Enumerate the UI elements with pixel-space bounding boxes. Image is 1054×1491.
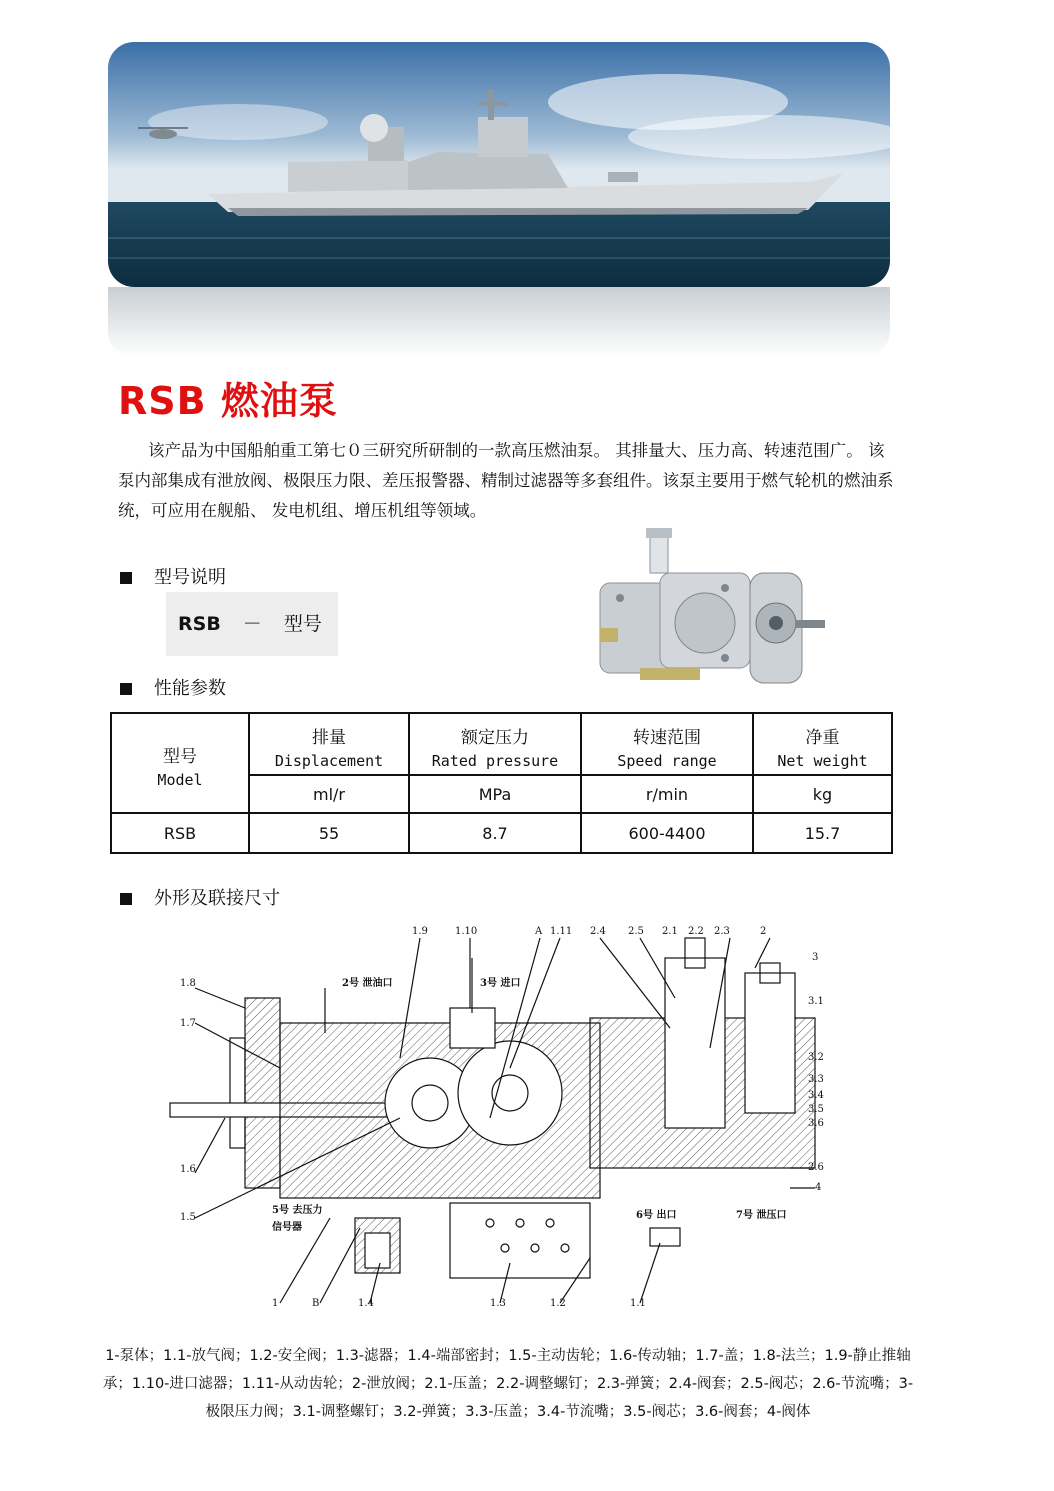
- cross-section-drawing: [150, 918, 840, 1313]
- square-bullet-icon: [120, 683, 132, 695]
- page-title: RSB 燃油泵: [118, 379, 338, 423]
- svg-text:1: 1: [272, 1298, 279, 1309]
- svg-text:2号 泄油口: 2号 泄油口: [342, 978, 393, 989]
- section-performance: [120, 674, 226, 700]
- svg-text:1.1: 1.1: [630, 1298, 646, 1309]
- svg-text:1.8: 1.8: [180, 978, 196, 989]
- value-cell: 55: [249, 813, 409, 853]
- drawing-legend: 1-泵体；1.1-放气阀；1.2-安全阀；1.3-滤器；1.4-端部密封；1.5-主动齿轮；1.6-传动轴；1.7-盖；1.8-法兰；1.9-静止推轴承；1.10-进口滤器；1.11-从动齿轮；2-泄放阀；2.1-压盖；2.2-调整螺钉；2.3-弹簧；2.4-阀套；2.5-阀芯；2.6-节流嘴；3-极限压力阀；3.1-调整螺钉；3.2-弹簧；3.3-压盖；3.4-节流嘴；3.5-阀芯；3.6-阀套；4-阀体: [102, 1348, 914, 1420]
- model-separator: －: [242, 613, 262, 635]
- svg-text:1.5: 1.5: [180, 1212, 196, 1223]
- svg-text:1.7: 1.7: [180, 1018, 196, 1029]
- section-dimensions: [120, 884, 280, 910]
- hero-banner-reflection: [108, 287, 890, 357]
- model-cell: RSB: [111, 813, 249, 853]
- product-intro: 该产品为中国船舶重工第七０三研究所研制的一款高压燃油泵。 其排量大、压力高、转速范围广。 该泵内部集成有泄放阀、极限压力限、差压报警器、精制过滤器等多套组件。该泵主要用于燃气轮机的燃油系统，可应用在舰船、 发电机组、增压机组等领域。: [118, 441, 894, 520]
- svg-text:2.2: 2.2: [688, 926, 704, 937]
- svg-text:1.2: 1.2: [550, 1298, 566, 1309]
- svg-text:3.4: 3.4: [808, 1090, 824, 1101]
- header-speed-range: 转速范围 Speed range: [581, 713, 753, 775]
- section-heading: 型号说明: [154, 567, 226, 588]
- svg-text:2.3: 2.3: [714, 926, 730, 937]
- svg-text:3: 3: [812, 952, 819, 963]
- svg-text:2: 2: [760, 926, 767, 937]
- section-heading: 性能参数: [154, 678, 226, 699]
- svg-text:3.5: 3.5: [808, 1104, 824, 1115]
- hero-banner-image: [108, 42, 890, 287]
- svg-text:2.6: 2.6: [808, 1162, 824, 1173]
- header-model: 型号 Model: [111, 713, 249, 813]
- header-net-weight: 净重 Net weight: [753, 713, 892, 775]
- value-cell: 600-4400: [581, 813, 753, 853]
- svg-text:2.1: 2.1: [662, 926, 678, 937]
- model-code: RSB: [178, 613, 221, 635]
- unit-cell: ml/r: [249, 775, 409, 813]
- svg-text:3号 进口: 3号 进口: [480, 978, 521, 989]
- svg-text:1.4: 1.4: [358, 1298, 374, 1309]
- svg-text:1.9: 1.9: [412, 926, 428, 937]
- model-code-label: 型号: [283, 613, 322, 635]
- svg-text:1.10: 1.10: [455, 926, 478, 937]
- svg-text:3.3: 3.3: [808, 1074, 824, 1085]
- svg-text:信号器: 信号器: [272, 1222, 302, 1233]
- table-row: [111, 813, 892, 853]
- svg-text:3.6: 3.6: [808, 1118, 824, 1129]
- svg-text:A: A: [535, 926, 543, 937]
- svg-text:2.5: 2.5: [628, 926, 644, 937]
- svg-text:B: B: [312, 1298, 320, 1309]
- svg-text:2.4: 2.4: [590, 926, 606, 937]
- square-bullet-icon: [120, 572, 132, 584]
- unit-cell: r/min: [581, 775, 753, 813]
- svg-text:4: 4: [815, 1182, 822, 1193]
- pump-photo: [590, 528, 830, 698]
- svg-text:6号 出口: 6号 出口: [636, 1210, 677, 1221]
- square-bullet-icon: [120, 893, 132, 905]
- svg-text:1.11: 1.11: [550, 926, 573, 937]
- performance-table: [110, 712, 893, 854]
- section-model-desc: [120, 563, 226, 589]
- value-cell: 8.7: [409, 813, 581, 853]
- section-heading: 外形及联接尺寸: [154, 888, 280, 909]
- svg-text:5号 去压力: 5号 去压力: [272, 1205, 323, 1216]
- svg-text:3.2: 3.2: [808, 1052, 824, 1063]
- svg-text:3.1: 3.1: [808, 996, 824, 1007]
- value-cell: 15.7: [753, 813, 892, 853]
- unit-cell: MPa: [409, 775, 581, 813]
- model-code-box: [166, 592, 338, 656]
- header-rated-pressure: 额定压力 Rated pressure: [409, 713, 581, 775]
- svg-text:7号 泄压口: 7号 泄压口: [736, 1210, 787, 1221]
- svg-text:1.6: 1.6: [180, 1164, 196, 1175]
- unit-cell: kg: [753, 775, 892, 813]
- svg-text:1.3: 1.3: [490, 1298, 506, 1309]
- header-displacement: 排量 Displacement: [249, 713, 409, 775]
